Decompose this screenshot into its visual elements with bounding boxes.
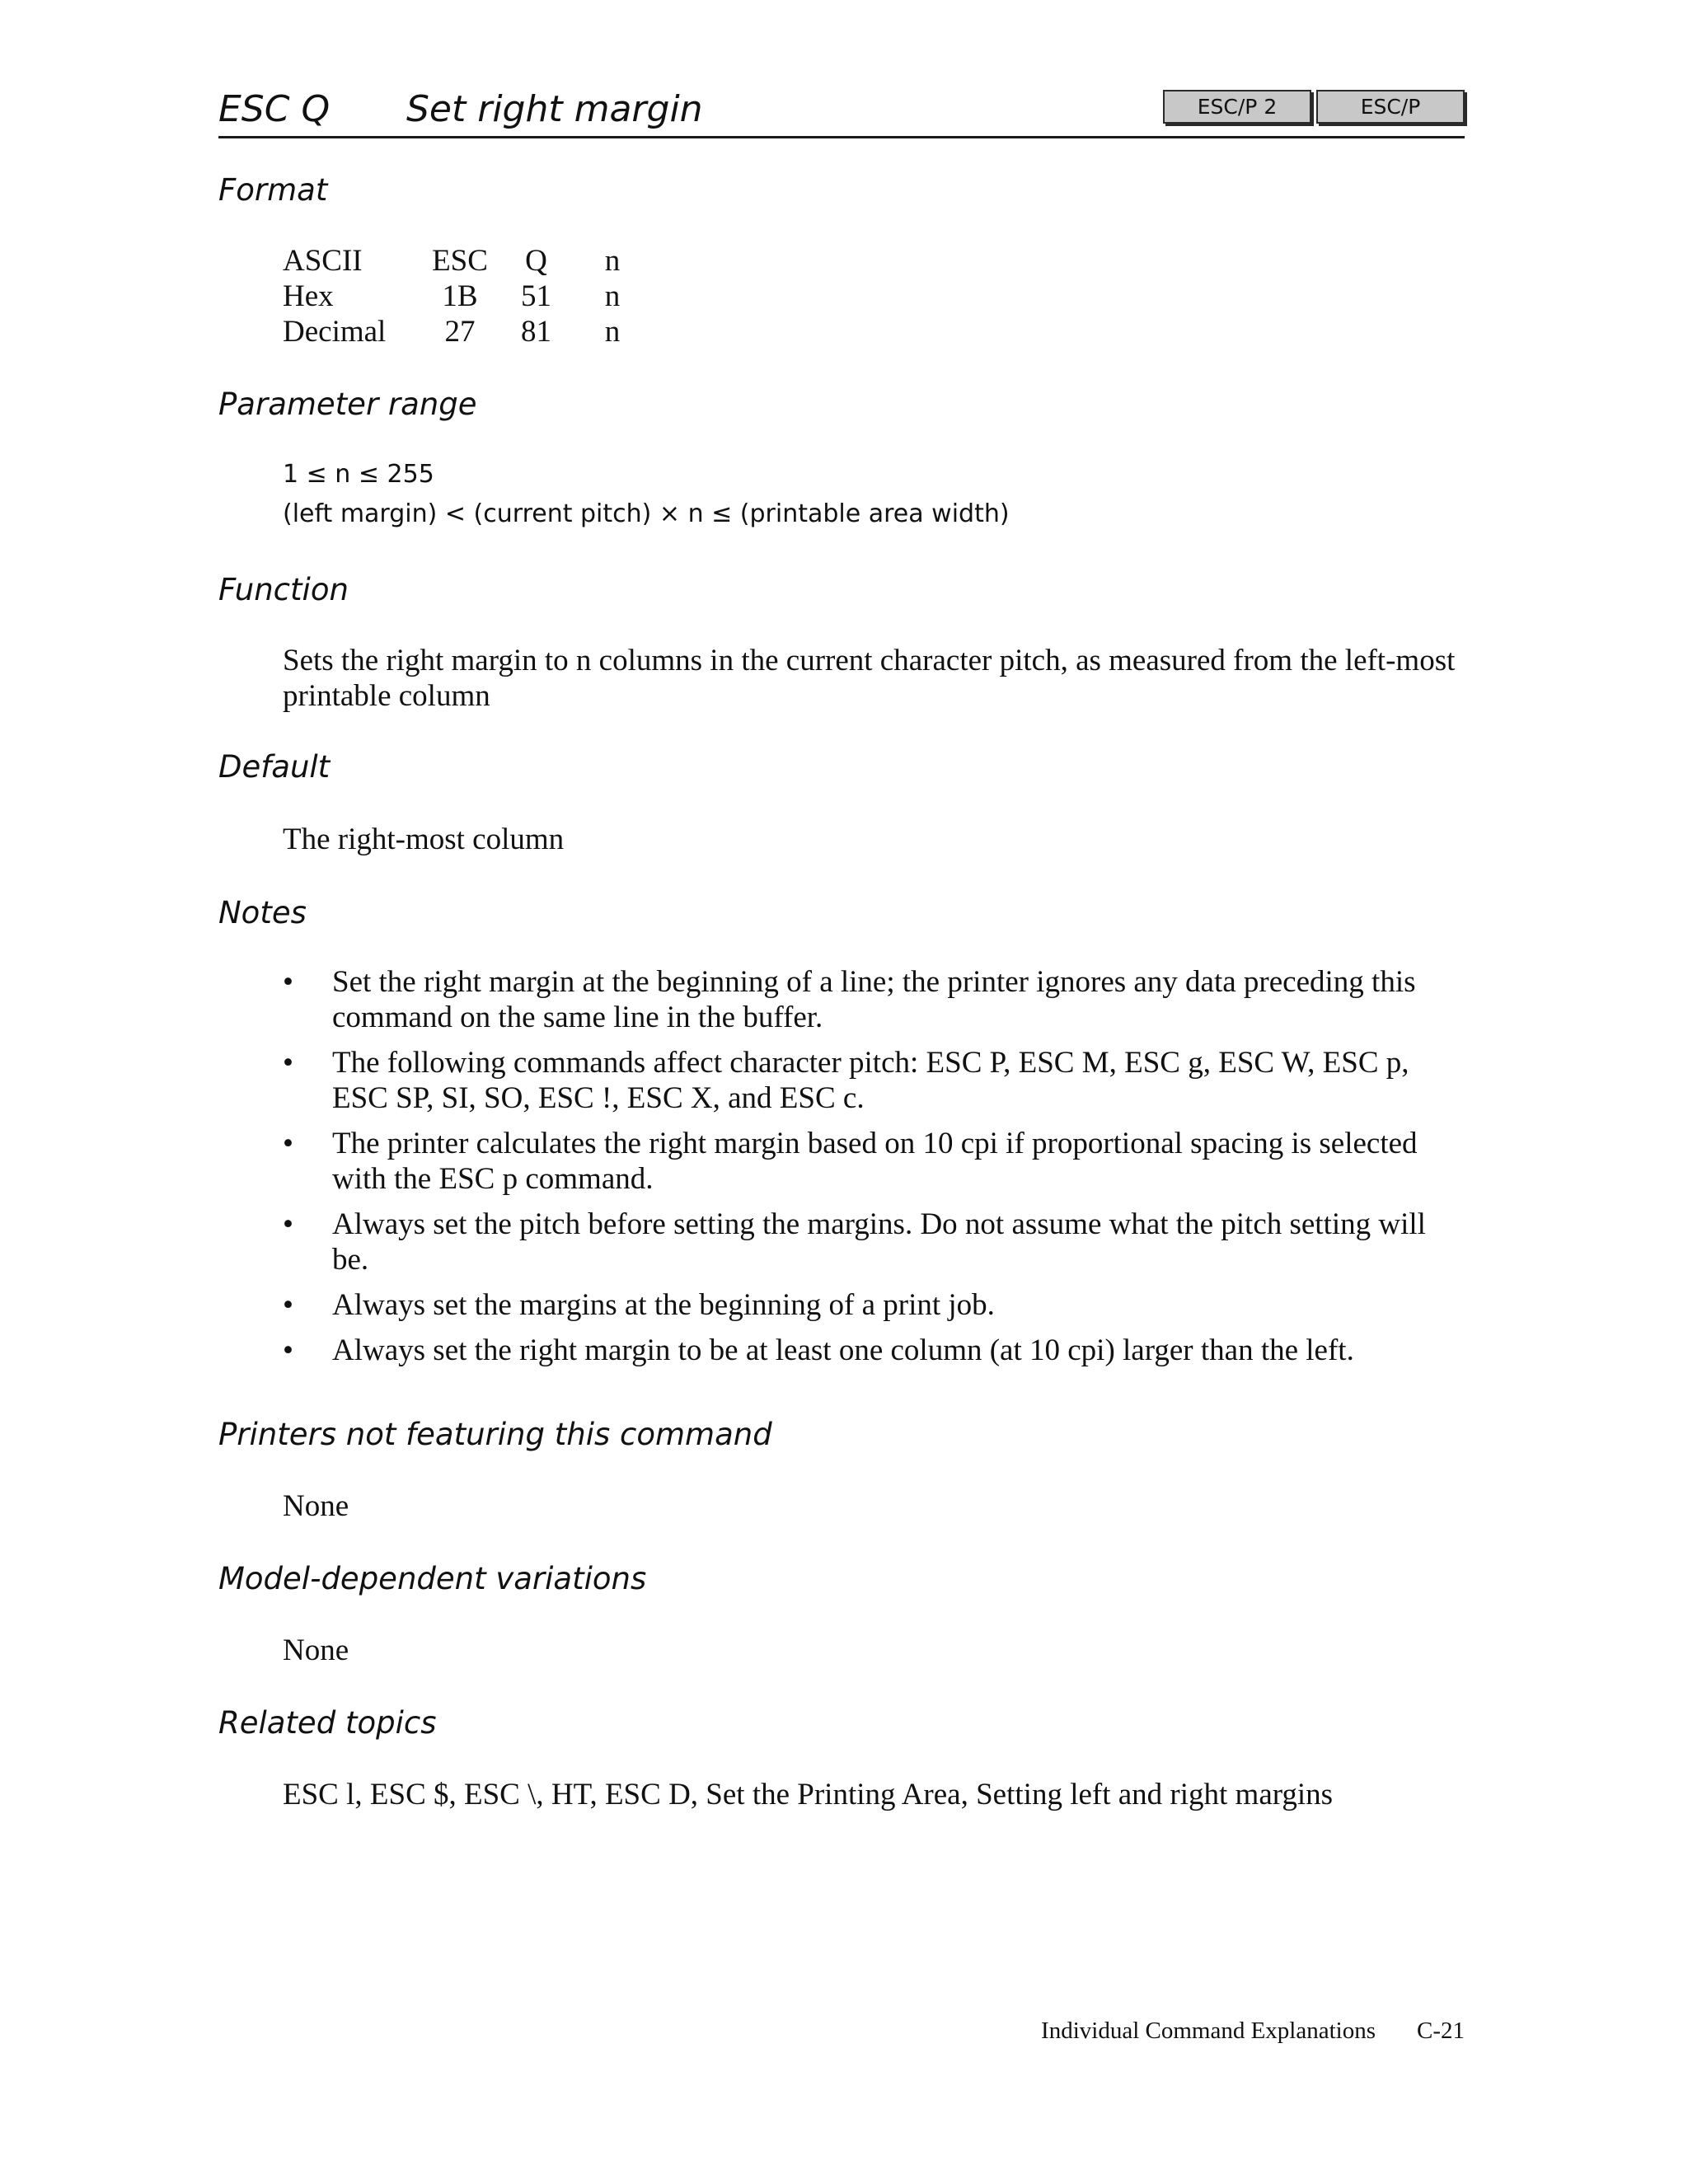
note-text: Always set the right margin to be at least one column (at 10 cpi) larger than the left. bbox=[332, 1333, 1354, 1367]
format-cell: n bbox=[604, 315, 621, 349]
function-heading: Function bbox=[218, 572, 349, 607]
format-cell: n bbox=[604, 244, 621, 278]
bullet-glyph: • bbox=[283, 1127, 293, 1160]
parameter-range-heading: Parameter range bbox=[218, 387, 477, 422]
parameter-range-line: (left margin) < (current pitch) × n ≤ (printable area width) bbox=[283, 499, 1010, 528]
format-cell: 27 bbox=[444, 315, 476, 349]
printers-not-featuring-heading: Printers not featuring this command bbox=[218, 1417, 772, 1452]
note-text: Set the right margin at the beginning of a line; the printer ignores any data preceding this command on the same line in the buffer. bbox=[332, 965, 1416, 1034]
format-cell: Q bbox=[525, 244, 547, 278]
bullet-glyph: • bbox=[283, 1207, 293, 1241]
note-text: The following commands affect character pitch: ESC P, ESC M, ESC g, ESC W, ESC p, ESC SP, SI, SO, ESC !, ESC X, and ESC c. bbox=[332, 1046, 1409, 1115]
format-cell: Decimal bbox=[283, 315, 387, 349]
model-dependent-text: None bbox=[283, 1633, 349, 1667]
note-text: Always set the pitch before setting the margins. Do not assume what the pitch setting will be. bbox=[332, 1207, 1426, 1277]
note-text: Always set the margins at the beginning of a print job. bbox=[332, 1288, 995, 1322]
format-cell: ESC bbox=[432, 244, 488, 278]
notes-list bbox=[283, 964, 1461, 1378]
page-header bbox=[218, 87, 1465, 138]
related-topics-heading: Related topics bbox=[218, 1705, 437, 1741]
format-cell: Hex bbox=[283, 279, 334, 313]
command-title: Set right margin bbox=[406, 88, 703, 130]
page-footer bbox=[1041, 2019, 1465, 2043]
bullet-glyph: • bbox=[283, 1333, 293, 1367]
format-row-decimal bbox=[283, 314, 649, 349]
format-table bbox=[283, 243, 649, 349]
compatibility-tags bbox=[1163, 90, 1465, 124]
list-item bbox=[283, 1333, 1461, 1368]
format-heading: Format bbox=[218, 172, 328, 208]
document-page bbox=[218, 0, 1465, 2184]
list-item bbox=[283, 1045, 1461, 1116]
tag-escp: ESC/P bbox=[1316, 90, 1465, 124]
page-number: C-21 bbox=[1417, 2018, 1465, 2044]
bullet-glyph: • bbox=[283, 1046, 293, 1080]
format-cell: n bbox=[604, 279, 621, 313]
footer-section: Individual Command Explanations bbox=[1041, 2018, 1376, 2044]
command-code: ESC Q bbox=[218, 88, 331, 130]
format-row-ascii bbox=[283, 243, 649, 279]
list-item bbox=[283, 1287, 1461, 1323]
notes-heading: Notes bbox=[218, 895, 307, 930]
model-dependent-heading: Model-dependent variations bbox=[218, 1561, 647, 1596]
printers-not-featuring-text: None bbox=[283, 1489, 349, 1523]
related-topics-text: ESC l, ESC $, ESC \, HT, ESC D, Set the Printing Area, Setting left and right margins bbox=[283, 1778, 1334, 1811]
parameter-range-line: 1 ≤ n ≤ 255 bbox=[283, 460, 434, 489]
bullet-glyph: • bbox=[283, 1288, 293, 1322]
format-cell: ASCII bbox=[283, 244, 363, 278]
function-text: Sets the right margin to n columns in the current character pitch, as measured from the left-most printable column bbox=[283, 644, 1456, 713]
list-item bbox=[283, 1126, 1461, 1197]
default-text: The right-most column bbox=[283, 823, 565, 856]
format-cell: 51 bbox=[521, 279, 551, 313]
tag-escp2: ESC/P 2 bbox=[1163, 90, 1311, 124]
list-item bbox=[283, 964, 1461, 1035]
default-heading: Default bbox=[218, 749, 331, 785]
format-cell: 81 bbox=[521, 315, 551, 349]
format-cell: 1B bbox=[442, 279, 478, 313]
format-row-hex bbox=[283, 279, 649, 314]
bullet-glyph: • bbox=[283, 965, 293, 999]
note-text: The printer calculates the right margin based on 10 cpi if proportional spacing is selected with the ESC p command. bbox=[332, 1127, 1418, 1196]
list-item bbox=[283, 1207, 1461, 1277]
